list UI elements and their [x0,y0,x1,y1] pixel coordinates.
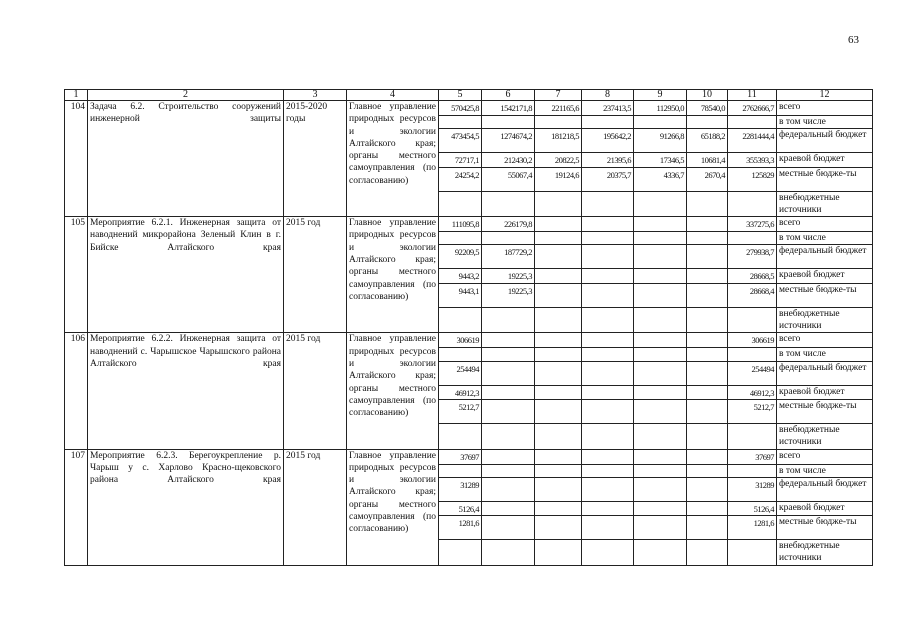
source-label: всего [777,101,873,116]
amount-cell: 28668,4 [728,283,777,307]
amount-cell [482,449,535,464]
amount-cell [482,116,535,129]
amount-cell [634,217,687,232]
amount-cell: 21395,6 [582,153,634,167]
amount-cell [634,540,687,566]
amount-cell: 19124,6 [535,167,582,191]
amount-cell [482,232,535,245]
amount-cell [687,333,728,348]
header-cell: 3 [284,90,347,101]
amount-cell: 306619 [439,333,482,348]
amount-cell [482,191,535,217]
amount-cell [687,385,728,399]
measure-name: Мероприятие 6.2.3. Берегоукрепление р. Чарыш у с. Харлово Красно-щековского района Алтайского края [88,449,284,565]
amount-cell: 2762666,7 [728,101,777,116]
source-label: внебюджетные источники [777,423,873,449]
amount-cell [687,399,728,423]
amount-cell [482,423,535,449]
source-label: федеральный бюджет [777,477,873,501]
amount-cell: 20822,5 [535,153,582,167]
amount-cell: 37697 [728,449,777,464]
amount-cell [687,516,728,540]
source-label: местные бюдже-ты [777,516,873,540]
source-label: местные бюдже-ты [777,167,873,191]
amount-cell [728,232,777,245]
amount-cell [535,348,582,361]
amount-cell [582,333,634,348]
funding-table [64,89,873,566]
amount-cell: 226179,8 [482,217,535,232]
responsible-executor: Главное управление природных ресурсов и экологии Алтайского края; органы местного самоуправления (по согласованию) [347,217,439,333]
source-label: всего [777,217,873,232]
amount-cell: 9443,1 [439,283,482,307]
amount-cell [535,477,582,501]
period: 2015 год [284,449,347,565]
source-label: краевой бюджет [777,501,873,515]
amount-cell: 1281,6 [728,516,777,540]
amount-cell [482,477,535,501]
amount-cell [439,116,482,129]
amount-cell: 5126,4 [728,501,777,515]
amount-cell: 2670,4 [687,167,728,191]
amount-cell [687,283,728,307]
amount-cell [535,501,582,515]
amount-cell [582,307,634,333]
amount-cell [439,307,482,333]
amount-cell [482,516,535,540]
responsible-executor: Главное управление природных ресурсов и экологии Алтайского края; органы местного самоуправления (по согласованию) [347,101,439,217]
source-label: в том числе [777,464,873,477]
amount-cell: 5212,7 [439,399,482,423]
amount-cell [482,361,535,385]
amount-cell: 4336,7 [634,167,687,191]
amount-cell: 1281,6 [439,516,482,540]
amount-cell [582,348,634,361]
amount-cell [482,540,535,566]
amount-cell [728,464,777,477]
amount-cell [634,501,687,515]
amount-cell [535,385,582,399]
amount-cell [634,361,687,385]
responsible-executor: Главное управление природных ресурсов и экологии Алтайского края; органы местного самоуправления (по согласованию) [347,333,439,449]
amount-cell: 181218,5 [535,129,582,153]
amount-cell: 17346,5 [634,153,687,167]
amount-cell [535,449,582,464]
amount-cell: 237413,5 [582,101,634,116]
amount-cell [482,348,535,361]
source-label: всего [777,449,873,464]
amount-cell [582,191,634,217]
amount-cell [482,333,535,348]
source-label: внебюджетные источники [777,307,873,333]
source-label: в том числе [777,348,873,361]
row-index: 107 [65,449,88,565]
table-row [65,101,873,116]
header-row [65,90,873,101]
header-cell: 4 [347,90,439,101]
amount-cell: 212430,2 [482,153,535,167]
amount-cell [582,217,634,232]
period: 2015-2020 годы [284,101,347,217]
amount-cell: 195642,2 [582,129,634,153]
source-label: краевой бюджет [777,385,873,399]
amount-cell [687,361,728,385]
header-cell: 5 [439,90,482,101]
amount-cell [439,191,482,217]
amount-cell [535,516,582,540]
amount-cell [687,245,728,269]
amount-cell [439,464,482,477]
header-cell: 7 [535,90,582,101]
amount-cell: 55067,4 [482,167,535,191]
amount-cell: 5126,4 [439,501,482,515]
source-label: федеральный бюджет [777,361,873,385]
row-index: 104 [65,101,88,217]
amount-cell: 254494 [439,361,482,385]
amount-cell [728,116,777,129]
amount-cell [728,191,777,217]
amount-cell [439,348,482,361]
amount-cell [582,449,634,464]
amount-cell [634,333,687,348]
amount-cell [728,307,777,333]
amount-cell [439,423,482,449]
amount-cell: 28668,5 [728,269,777,283]
table-row [65,333,873,348]
measure-name: Задача 6.2. Строительство сооружений инженерной защиты [88,101,284,217]
amount-cell [687,449,728,464]
amount-cell: 24254,2 [439,167,482,191]
amount-cell: 19225,3 [482,283,535,307]
amount-cell [634,423,687,449]
source-label: местные бюдже-ты [777,283,873,307]
amount-cell [634,477,687,501]
table-body [65,101,873,566]
amount-cell [634,385,687,399]
amount-cell [687,116,728,129]
source-label: краевой бюджет [777,269,873,283]
amount-cell: 31289 [439,477,482,501]
amount-cell [582,283,634,307]
amount-cell [728,423,777,449]
amount-cell [535,361,582,385]
amount-cell: 46912,3 [728,385,777,399]
amount-cell: 5212,7 [728,399,777,423]
amount-cell [687,217,728,232]
source-label: федеральный бюджет [777,245,873,269]
amount-cell [634,348,687,361]
amount-cell [582,477,634,501]
amount-cell [582,385,634,399]
amount-cell [687,423,728,449]
amount-cell [582,269,634,283]
amount-cell [482,464,535,477]
source-label: краевой бюджет [777,153,873,167]
source-label: всего [777,333,873,348]
amount-cell [687,232,728,245]
amount-cell: 10681,4 [687,153,728,167]
table-row [65,449,873,464]
amount-cell: 306619 [728,333,777,348]
amount-cell [535,540,582,566]
measure-name: Мероприятие 6.2.1. Инженерная защита от наводнений микрорайона Зеленый Клин в г. Бийске Алтайского края [88,217,284,333]
amount-cell: 221165,6 [535,101,582,116]
amount-cell [535,423,582,449]
amount-cell [535,333,582,348]
amount-cell: 46912,3 [439,385,482,399]
amount-cell [535,269,582,283]
amount-cell: 1542171,8 [482,101,535,116]
amount-cell: 78540,0 [687,101,728,116]
amount-cell: 254494 [728,361,777,385]
amount-cell [728,348,777,361]
source-label: в том числе [777,232,873,245]
amount-cell [482,307,535,333]
amount-cell: 31289 [728,477,777,501]
amount-cell [582,361,634,385]
amount-cell [687,348,728,361]
source-label: внебюджетные источники [777,540,873,566]
amount-cell: 37697 [439,449,482,464]
header-cell: 11 [728,90,777,101]
amount-cell [687,269,728,283]
amount-cell [582,399,634,423]
amount-cell [634,191,687,217]
amount-cell [582,245,634,269]
amount-cell: 72717,1 [439,153,482,167]
amount-cell [634,116,687,129]
amount-cell [634,283,687,307]
amount-cell [535,116,582,129]
amount-cell [582,464,634,477]
amount-cell [482,501,535,515]
header-cell: 9 [634,90,687,101]
responsible-executor: Главное управление природных ресурсов и экологии Алтайского края; органы местного самоуправления (по согласованию) [347,449,439,565]
amount-cell: 9443,2 [439,269,482,283]
amount-cell: 279938,7 [728,245,777,269]
amount-cell [582,116,634,129]
amount-cell [582,540,634,566]
amount-cell [687,501,728,515]
amount-cell: 187729,2 [482,245,535,269]
header-cell: 2 [88,90,284,101]
amount-cell [582,423,634,449]
amount-cell [439,540,482,566]
amount-cell [687,307,728,333]
amount-cell: 355393,3 [728,153,777,167]
amount-cell: 570425,8 [439,101,482,116]
amount-cell [535,307,582,333]
amount-cell [634,516,687,540]
amount-cell [687,477,728,501]
amount-cell: 91266,8 [634,129,687,153]
amount-cell [535,232,582,245]
amount-cell: 19225,3 [482,269,535,283]
source-label: местные бюдже-ты [777,399,873,423]
row-index: 106 [65,333,88,449]
amount-cell [582,501,634,515]
amount-cell: 112950,0 [634,101,687,116]
amount-cell [482,399,535,423]
header-cell: 1 [65,90,88,101]
amount-cell [535,245,582,269]
period: 2015 год [284,333,347,449]
amount-cell [482,385,535,399]
amount-cell: 337275,6 [728,217,777,232]
amount-cell [634,464,687,477]
amount-cell [535,191,582,217]
amount-cell [535,464,582,477]
row-index: 105 [65,217,88,333]
table-row [65,217,873,232]
amount-cell: 473454,5 [439,129,482,153]
amount-cell: 92209,5 [439,245,482,269]
amount-cell [687,191,728,217]
header-cell: 10 [687,90,728,101]
header-cell: 6 [482,90,535,101]
amount-cell [535,283,582,307]
amount-cell [687,464,728,477]
amount-cell [582,232,634,245]
amount-cell [634,232,687,245]
amount-cell [634,269,687,283]
source-label: в том числе [777,116,873,129]
amount-cell: 125829 [728,167,777,191]
header-cell: 8 [582,90,634,101]
amount-cell [634,245,687,269]
page-number: 63 [848,34,859,46]
period: 2015 год [284,217,347,333]
amount-cell: 111095,8 [439,217,482,232]
amount-cell [687,540,728,566]
amount-cell: 65188,2 [687,129,728,153]
amount-cell [582,516,634,540]
amount-cell: 1274674,2 [482,129,535,153]
amount-cell [439,232,482,245]
amount-cell [634,449,687,464]
amount-cell [728,540,777,566]
source-label: федеральный бюджет [777,129,873,153]
amount-cell [535,399,582,423]
measure-name: Мероприятие 6.2.2. Инженерная защита от наводнений с. Чарышское Чарышского района Алтайского края [88,333,284,449]
amount-cell [634,399,687,423]
amount-cell [634,307,687,333]
amount-cell: 20375,7 [582,167,634,191]
amount-cell: 2281444,4 [728,129,777,153]
amount-cell [535,217,582,232]
header-cell: 12 [777,90,873,101]
source-label: внебюджетные источники [777,191,873,217]
